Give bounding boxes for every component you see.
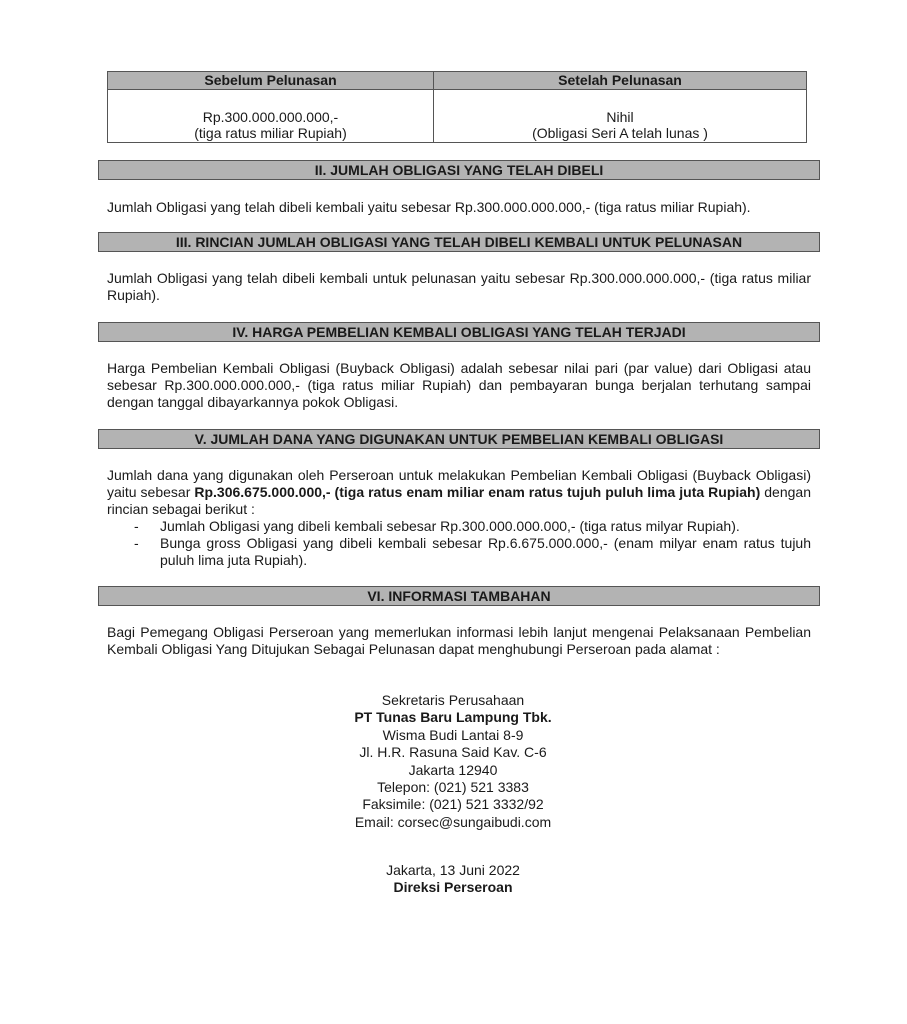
bullet-text: Jumlah Obligasi yang dibeli kembali sebesar Rp.300.000.000.000,- (tiga ratus milyar Rupiah). xyxy=(160,518,740,534)
section-v-body-prefix: Jumlah dana yang digunakan oleh Perseroan untuk melakukan Pembelian Kembali Obligasi (Buyback Obligasi) yaitu sebesar xyxy=(107,467,811,500)
signature-place-date: Jakarta, 13 Juni 2022 xyxy=(386,862,520,878)
contact-building: Wisma Budi Lantai 8-9 xyxy=(382,726,524,743)
table-header-before: Sebelum Pelunasan xyxy=(108,72,434,90)
section-heading-vi: VI. INFORMASI TAMBAHAN xyxy=(98,586,820,606)
section-heading-ii: II. JUMLAH OBLIGASI YANG TELAH DIBELI xyxy=(98,160,820,180)
section-heading-v: V. JUMLAH DANA YANG DIGUNAKAN UNTUK PEMBELIAN KEMBALI OBLIGASI xyxy=(98,429,820,449)
bullet-dash: - xyxy=(134,518,139,534)
table-header-after: Setelah Pelunasan xyxy=(434,72,807,90)
bullet-dash: - xyxy=(134,535,139,551)
amount-before-words: (tiga ratus miliar Rupiah) xyxy=(194,125,347,141)
amount-after: Nihil xyxy=(606,109,634,125)
amount-after-note: (Obligasi Seri A telah lunas ) xyxy=(532,125,708,141)
section-v-body xyxy=(107,467,811,518)
table-cell-after xyxy=(434,90,807,143)
section-iv-body: Harga Pembelian Kembali Obligasi (Buyback Obligasi) adalah sebesar nilai pari (par value) dari Obligasi atau sebesar Rp.300.000.000.000,- (tiga ratus miliar Rupiah) dan pembayaran bunga berjalan terhutang sampai dengan tanggal dibayarkannya pokok Obligasi. xyxy=(107,360,811,410)
list-item xyxy=(107,518,811,535)
bullet-text: Bunga gross Obligasi yang dibeli kembali sebesar Rp.6.675.000.000,- (enam milyar enam ratus tujuh puluh lima juta Rupiah). xyxy=(160,535,811,568)
repayment-status-table xyxy=(107,71,807,143)
section-ii-body: Jumlah Obligasi yang telah dibeli kembali yaitu sebesar Rp.300.000.000.000,- (tiga ratus miliar Rupiah). xyxy=(107,199,751,215)
contact-company: PT Tunas Baru Lampung Tbk. xyxy=(354,709,552,726)
amount-before: Rp.300.000.000.000,- xyxy=(202,109,339,125)
section-heading-iii: III. RINCIAN JUMLAH OBLIGASI YANG TELAH DIBELI KEMBALI UNTUK PELUNASAN xyxy=(98,232,820,252)
section-vi-body: Bagi Pemegang Obligasi Perseroan yang memerlukan informasi lebih lanjut mengenai Pelaksanaan Pembelian Kembali Obligasi Yang Ditujukan Sebagai Pelunasan dapat menghubungi Perseroan pada alamat : xyxy=(107,624,811,657)
table-row xyxy=(108,90,807,143)
section-iii-body: Jumlah Obligasi yang telah dibeli kembali untuk pelunasan yaitu sebesar Rp.300.000.000.000,- (tiga ratus miliar Rupiah). xyxy=(107,270,811,303)
contact-block xyxy=(253,692,653,831)
contact-city: Jakarta 12940 xyxy=(408,761,498,778)
signature-block xyxy=(253,862,653,897)
contact-role: Sekretaris Perusahaan xyxy=(381,692,525,708)
contact-email: Email: corsec@sungaibudi.com xyxy=(354,813,552,830)
contact-phone: Telepon: (021) 521 3383 xyxy=(377,779,529,796)
table-cell-before xyxy=(108,90,434,143)
table-header-row xyxy=(108,72,807,90)
contact-fax: Faksimile: (021) 521 3332/92 xyxy=(362,796,544,813)
section-v-total-amount: Rp.306.675.000.000,- (tiga ratus enam miliar enam ratus tujuh puluh lima juta Rupiah) xyxy=(194,484,761,500)
signature-signatory: Direksi Perseroan xyxy=(393,879,513,896)
list-item xyxy=(107,535,811,569)
contact-street: Jl. H.R. Rasuna Said Kav. C-6 xyxy=(359,744,547,761)
section-v-body-suffix: dengan rincian sebagai berikut : xyxy=(107,484,811,517)
section-heading-iv: IV. HARGA PEMBELIAN KEMBALI OBLIGASI YANG TELAH TERJADI xyxy=(98,322,820,342)
